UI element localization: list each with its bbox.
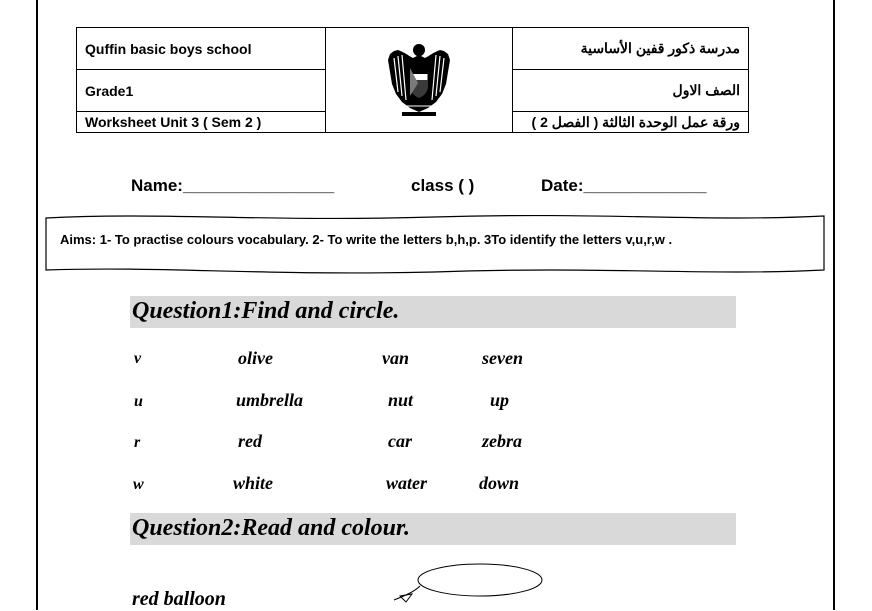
page-border-right bbox=[833, 0, 835, 610]
q1-row2-word2[interactable]: nut bbox=[388, 390, 414, 410]
q1-row4-letter: w bbox=[133, 476, 144, 493]
emblem-cell bbox=[326, 28, 513, 133]
grade-ar: الصف الاول bbox=[512, 70, 748, 112]
q1-row1-word3[interactable]: seven bbox=[482, 348, 523, 368]
q1-row1-letter: v bbox=[134, 350, 142, 367]
class-field[interactable]: class ( ) bbox=[411, 176, 475, 195]
date-field[interactable]: Date:_____________ bbox=[541, 176, 707, 195]
q1-row1-word1[interactable]: olive bbox=[238, 348, 273, 368]
q1-row3-word2[interactable]: car bbox=[388, 431, 412, 451]
q1-row4-word2[interactable]: water bbox=[386, 473, 428, 493]
balloon-icon[interactable] bbox=[390, 560, 550, 610]
q1-row4-word3[interactable]: down bbox=[479, 473, 520, 493]
q1-row1-word2[interactable]: van bbox=[382, 348, 409, 368]
grade-en: Grade1 bbox=[77, 70, 326, 112]
school-name-en: Quffin basic boys school bbox=[77, 28, 326, 70]
q1-row3-word1[interactable]: red bbox=[238, 431, 262, 451]
school-name-ar: مدرسة ذكور قفين الأساسية bbox=[512, 28, 748, 70]
worksheet-title-ar: ورقة عمل الوحدة الثالثة ( الفصل 2 ) bbox=[512, 112, 748, 133]
worksheet-title-en: Worksheet Unit 3 ( Sem 2 ) bbox=[77, 112, 326, 133]
name-field[interactable]: Name:________________ bbox=[131, 176, 335, 195]
aims-text: Aims: 1- To practise colours vocabulary. 2- To write the letters b,h,p. 3To identify the letters v,u,r,w . bbox=[60, 232, 673, 247]
q1-row3-word3[interactable]: zebra bbox=[482, 431, 522, 451]
q1-row2-letter: u bbox=[134, 393, 143, 410]
page-border-left bbox=[36, 0, 38, 610]
palestine-emblem-icon bbox=[384, 38, 454, 120]
question1-title: Question1:Find and circle. bbox=[132, 298, 400, 324]
red-balloon-label: red balloon bbox=[132, 588, 226, 610]
q1-row4-word1[interactable]: white bbox=[233, 473, 274, 493]
header-table bbox=[76, 27, 749, 133]
q1-row3-letter: r bbox=[134, 434, 141, 451]
q1-row2-word3[interactable]: up bbox=[490, 390, 510, 410]
q1-row2-word1[interactable]: umbrella bbox=[236, 390, 304, 410]
question2-title: Question2:Read and colour. bbox=[132, 515, 411, 541]
